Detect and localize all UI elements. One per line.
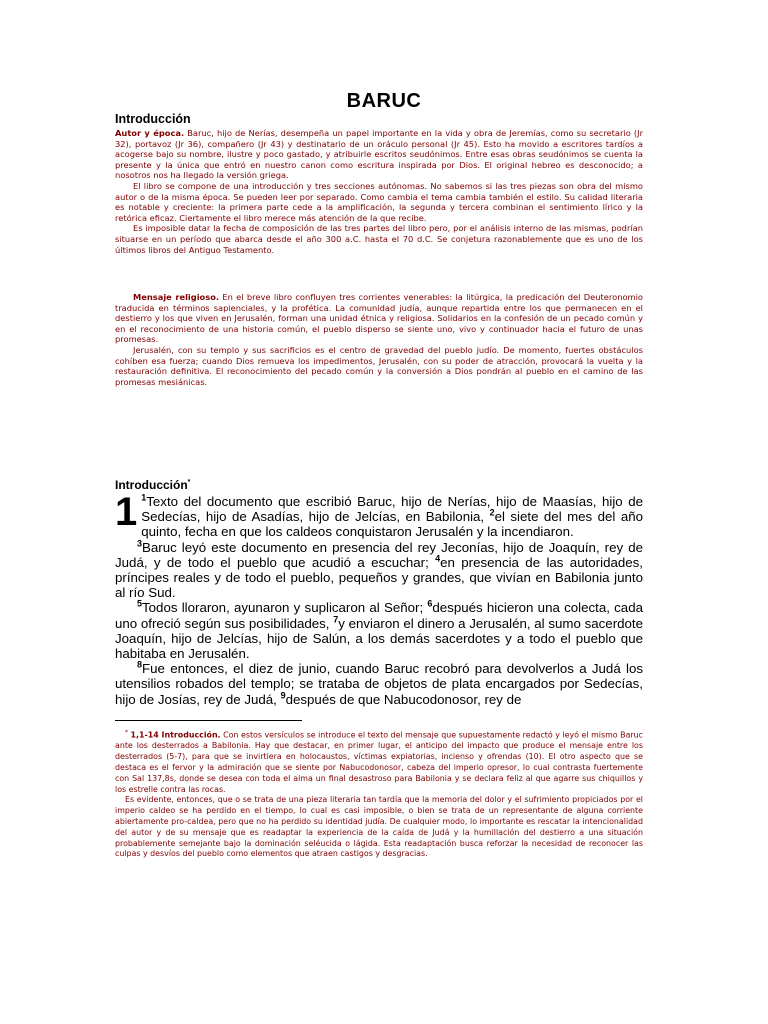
verse-paragraph-1 [115, 490, 644, 540]
verse-text: Todos lloraron, ayunaron y suplicaron al Señor; [142, 600, 428, 616]
intro-paragraph-date: Es imposible datar la fecha de composición de las tres partes del libro pero, por el análisis interno de las mismas, podrían situarse en un período que abarca desde el año 300 a.C. hasta el 70 d.C. Se conjetura razonablemente que es uno de los últimos libros del Antiguo Testamento. [115, 223, 643, 255]
intro-heading: Introducción [115, 112, 191, 126]
verse-text: y enviaron el dinero a Jerusalén, al sumo sacerdote Joaquín, hijo de Jelcías, hijo de Salún, a los demás sacerdotes y a todo el pueblo que habitaba en Jerusalén. [115, 615, 643, 662]
verse-number: 9 [280, 690, 286, 701]
footnote-paragraph-1 [115, 728, 643, 795]
verse-text: el siete del mes del año quinto, fecha en que los caldeos conquistaron Jerusalén y la incendiaron. [141, 509, 644, 540]
verse-number: 8 [137, 659, 143, 670]
verse-paragraph-2 [115, 540, 643, 601]
verse-text: Fue entonces, el diez de junio, cuando Baruc recobró para devolverlos a Judá los utensilios robados del templo; se trataba de objetos de plata encargados por Sedecías, hijo de Josías, rey de Judá, [115, 661, 643, 707]
verse-text: después hicieron una colecta, cada uno ofreció según sus posibilidades, [115, 600, 643, 631]
footnote-divider [115, 720, 302, 721]
verse-number: 7 [333, 614, 339, 625]
intro-label-message: Mensaje religioso. [133, 292, 220, 302]
verse-number: 5 [137, 599, 143, 609]
footnote-paragraph-2: Es evidente, entonces, que o se trata de una pieza literaria tan tardía que la memoria del dolor y el sufrimiento propiciados por el imperio caldeo se ha perdido en el tiempo, lo cual es casi imposible, o bien se trata de un representante de alguna corriente abiertamente pro-caldea, pero que no ha perdido su identidad judía. De cualquier modo, lo importante es rescatar la intencionalidad del autor y de su mensaje que es readaptar la experiencia de la caída de Judá y la humillación del destierro a una situación probablemente semejante bajo la dominación seléucida o lágida. Esta readaptación busca reforzar la necesidad de reconocer las culpas y desvíos del pueblo como elementos que atraen castigos y desgracias. [115, 795, 643, 859]
intro-label-author: Autor y época. [115, 128, 185, 138]
intro-paragraph-structure: El libro se compone de una introducción y tres secciones autónomas. No sabemos si las tres piezas son obra del mismo autor o de la misma época. Se pueden leer por separado. Como cambia el tema cambia también el estilo. Su calidad literaria es notable y creciente: la primera parte cede a la amplificación, la segunda y tercera combinan el sentimiento lírico y la retórica eficaz. Ciertamente el libro merece más atención de la que recibe. [115, 180, 643, 223]
bible-text [115, 490, 644, 707]
verse-text: después de que Nabucodonosor, rey de [285, 691, 522, 707]
chapter-number: 1 [115, 490, 138, 534]
intro-paragraph-author [115, 128, 643, 181]
verse-text: en presencia de las autoridades, príncipes reales y de todo el pueblo, pequeños y grandes, que vivían en Babilonia junto al río Sud. [115, 554, 643, 601]
verse-text: Texto del documento que escribió Baruc, hijo de Nerías, hijo de Maasías, hijo de Sedecías, hijo de Asadías, hijo de Jelcías, en Babilonia, [141, 494, 643, 525]
verse-number: 6 [427, 599, 433, 609]
footnote-text: Con estos versículos se introduce el texto del mensaje que supuestamente redactó y leyó el mismo Baruc ante los desterrados a Babilonia. Hay que destacar, en primer lugar, el anticipo del impacto que produce el mensaje entre los desterrados (5-7), para que se invirtiera en holocaustos, víctimas expiatorias, incienso y ofrendas (10). El otro aspecto que se destaca es el fervor y la admiración que se siente por Nabucodonosor, cabeza del imperio opresor, lo cual contrasta fuertemente con Sal 137,8s, donde se desea con toda el alma un final desastroso para Babilonia y se declara feliz al que agarre sus chiquillos y los estrelle contra las rocas. [115, 730, 643, 794]
intro-block-2 [115, 292, 643, 387]
footnote-reference: 1,1-14 Introducción. [130, 730, 221, 740]
verse-number: 1 [141, 492, 147, 503]
intro-paragraph-jerusalem: Jerusalén, con su templo y sus sacrificios es el centro de gravedad del pueblo judío. De momento, fuertes obstáculos cohíben esa fuerza; cuando Dios remueva los impedimentos, Jerusalén, con su poder de atracción, provocará la vuelta y la restauración definitiva. El reconocimiento del pecado común y la conversión a Dios pondrán al pueblo en el camino de las promesas mesiánicas. [115, 344, 643, 387]
footnotes [115, 728, 643, 860]
verse-paragraph-3 [115, 600, 643, 661]
section-heading-text: Introducción [115, 478, 188, 492]
verse-number: 4 [435, 553, 441, 564]
verse-paragraph-4 [115, 661, 643, 707]
intro-text-message: En el breve libro confluyen tres corrientes venerables: la litúrgica, la predicación del Deuteronomio traducida en términos sapienciales, y la profética. La comunidad judía, aunque repartida entre los que permanecen en el destierro y los que viven en Jerusalén, forman una unidad étnica y religiosa. Solidarios en la confesión de un pecado común y en el reconocimiento de una historia común, el pueblo disperso se siente uno, vivo y continuador hacia el futuro de unas promesas. [115, 292, 643, 345]
intro-block-1 [115, 128, 643, 255]
book-title: BARUC [346, 90, 422, 112]
verse-text: Baruc leyó este documento en presencia del rey Jeconías, hijo de Joaquín, rey de Judá, y de todo el pueblo que acudió a escuchar; [115, 539, 643, 570]
intro-text-author: Baruc, hijo de Nerías, desempeña un papel importante en la vida y obra de Jeremías, como su secretario (Jr 32), portavoz (Jr 36), compañero (Jr 43) y destinatario de un oráculo personal (Jr 45). Esto ha movido a escritores tardíos a acogerse bajo su nombre, ilustre y poco gastado, y atribuirle escritos seudónimos. Entre esas obras seudónimos se cuenta la presente y la única que entró en nuestro canon como escritura inspirada por Dios. El original hebreo es desconocido; a nosotros nos ha llegado la versión griega. [115, 128, 643, 181]
verse-number: 3 [137, 538, 143, 549]
section-footnote-mark[interactable]: * [187, 479, 191, 486]
intro-paragraph-message [115, 292, 643, 345]
footnote-mark: * [125, 729, 128, 736]
verse-number: 2 [489, 507, 495, 518]
